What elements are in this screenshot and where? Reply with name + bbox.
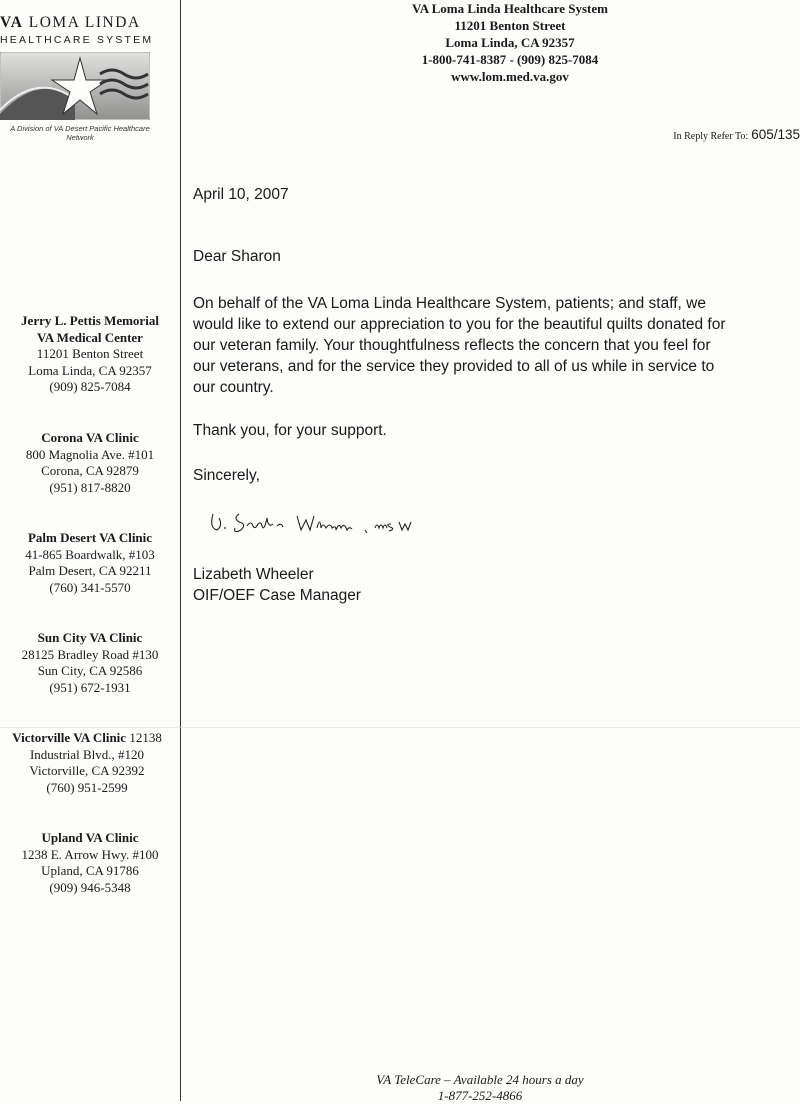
logo-division-text: A Division of VA Desert Pacific Healthcare Network — [10, 124, 150, 142]
telecare-footer: VA TeleCare – Available 24 hours a day 1-877-252-4866 — [376, 1072, 584, 1103]
clinic-corona: Corona VA Clinic 800 Magnolia Ave. #101 Corona, CA 92879 (951) 817-8820 — [25, 430, 155, 495]
logo-emblem-icon — [0, 52, 150, 120]
thank-you-line: Thank you, for your support. — [193, 422, 387, 439]
signer-name: Lizabeth Wheeler — [193, 566, 314, 583]
clinic-sun-city: Sun City VA Clinic 28125 Bradley Road #130 Sun City, CA 92586 (951) 672-1931 — [21, 630, 159, 695]
letter-body: On behalf of the VA Loma Linda Healthcare System, patients; and staff, we would like to extend our appreciation to you for the beautiful quilts donated for our veteran family. Your thoughtfulness reflects the concern that you feel for our veterans, and for the service they provided to all of us while in service to our country. — [193, 295, 726, 396]
salutation: Dear Sharon — [193, 248, 281, 265]
column-divider — [180, 0, 181, 1101]
logo-subtitle: HEALTHCARE SYSTEM — [0, 34, 154, 46]
letter-date: April 10, 2007 — [193, 186, 289, 203]
clinic-upland: Upland VA Clinic 1238 E. Arrow Hwy. #100 Upland, CA 91786 (909) 946-5348 — [21, 830, 159, 895]
clinic-pettis: Jerry L. Pettis Memorial VA Medical Center 11201 Benton Street Loma Linda, CA 92357 (909) 825-7084 — [21, 313, 159, 394]
fold-line — [0, 727, 800, 728]
handwritten-signature — [205, 508, 445, 536]
logo-title: VA LOMA LINDA — [0, 14, 141, 31]
clinic-palm-desert: Palm Desert VA Clinic 41-865 Boardwalk, #103 Palm Desert, CA 92211 (760) 341-5570 — [25, 530, 155, 595]
letterhead-address: VA Loma Linda Healthcare System 11201 Benton Street Loma Linda, CA 92357 1-800-741-8387 - (909) 825-7084 www.lom.med.va.gov — [412, 1, 608, 84]
reply-reference: In Reply Refer To: 605/135 — [673, 127, 800, 142]
signer-title: OIF/OEF Case Manager — [193, 587, 361, 604]
clinic-victorville: Victorville VA Clinic 12138 Industrial Blvd., #120 Victorville, CA 92392 (760) 951-2599 — [12, 730, 162, 795]
closing: Sincerely, — [193, 467, 260, 484]
